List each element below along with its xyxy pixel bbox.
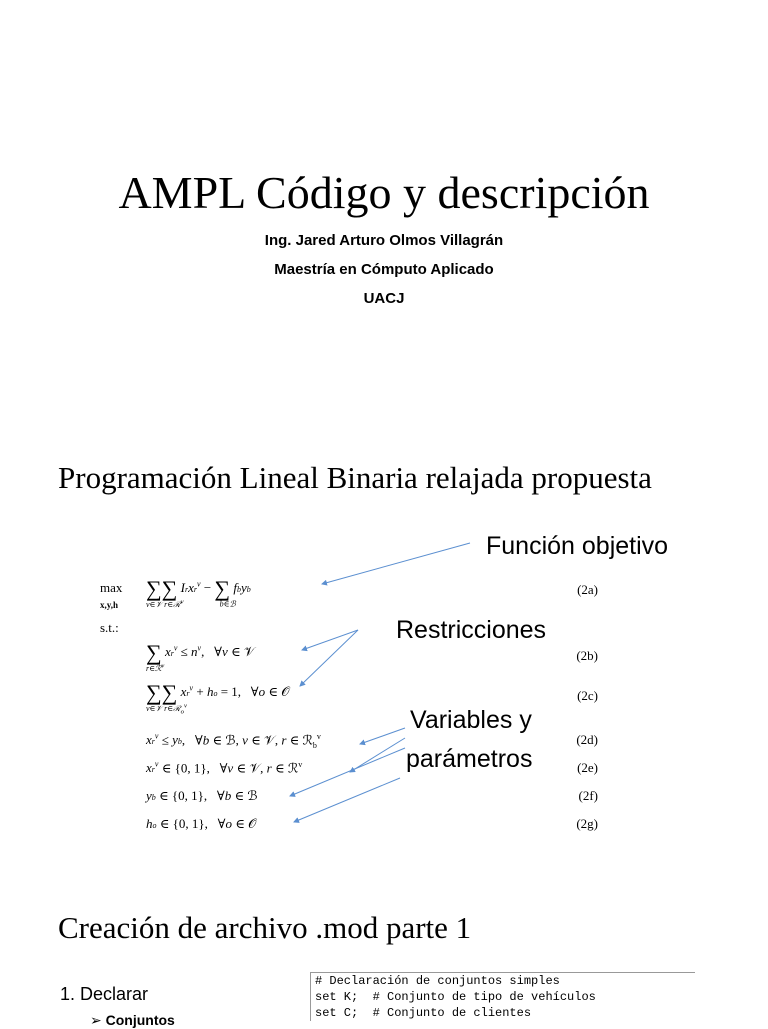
equation-2e: $xr^v$ ∈ {0, 1}, ∀v ∈ 𝒱, r ∈ ℛ$^v$ <box>146 760 303 776</box>
slide2-title: Programación Lineal Binaria relajada propuesta <box>58 460 652 495</box>
arrow-var-4 <box>294 778 400 822</box>
eq-number-2e: (2e) <box>577 760 598 775</box>
eq-number-2c: (2c) <box>577 688 598 703</box>
program-name: Maestría en Cómputo Aplicado <box>274 261 494 278</box>
arrow-constraint-2 <box>300 630 358 686</box>
callout-objective: Función objetivo <box>486 532 669 560</box>
arrow-constraint-1 <box>302 630 358 650</box>
arrow-var-2 <box>350 738 405 772</box>
callout-variables-line1: Variables y <box>410 706 532 734</box>
arrow-var-3 <box>290 748 405 796</box>
callout-variables-line2: parámetros <box>406 745 533 773</box>
slide3-title: Creación de archivo .mod parte 1 <box>58 910 472 945</box>
st-label: s.t.: <box>100 620 119 635</box>
callout-constraints: Restricciones <box>396 616 547 644</box>
list-subitem-conjuntos: ➢ Conjuntos <box>90 1012 175 1028</box>
equation-2b: ∑ $xr^v \le n^v$, ∀v ∈ 𝒱 r∈ℛ$^v$ <box>146 640 255 673</box>
equation-2g: ho ∈ {0, 1}, ∀o ∈ 𝒪 <box>146 816 257 831</box>
equation-2f: yb ∈ {0, 1}, ∀b ∈ ℬ <box>146 788 258 803</box>
eq-number-2a: (2a) <box>577 582 598 597</box>
code-snippet <box>310 972 695 1021</box>
arrow-objective <box>322 543 470 584</box>
max-label: max <box>100 580 123 595</box>
eq-number-2d: (2d) <box>576 732 598 747</box>
code-line: # Declaración de conjuntos simples <box>315 974 560 988</box>
institution-name: UACJ <box>363 290 405 307</box>
slide1-title: AMPL Código y descripción <box>118 167 650 218</box>
equation-2d: $xr^v$ ≤ yb, ∀b ∈ ℬ, v ∈ 𝒱, r ∈ ℛ$_b^v$ <box>146 732 321 750</box>
author-name: Ing. Jared Arturo Olmos Villagrán <box>264 232 504 249</box>
eq-number-2f: (2f) <box>578 788 598 803</box>
equation-2c: ∑∑ $xr^v$ + ho = 1, ∀o ∈ 𝒪 v∈𝒱 r∈ℛ$_o^v$ <box>146 680 290 716</box>
list-item-declarar: 1. Declarar <box>60 984 149 1004</box>
code-line: set K; # Conjunto de tipo de vehículos <box>315 990 596 1004</box>
equation-2a: ∑∑ Irxr$^v$ − ∑ fbyb v∈𝒱 r∈ℛ$^v$ b∈ℬ <box>146 576 251 609</box>
eq-number-2g: (2g) <box>576 816 598 831</box>
eq-number-2b: (2b) <box>576 648 598 663</box>
code-line: set C; # Conjunto de clientes <box>315 1006 532 1020</box>
equation-max-label: max x,y,h <box>100 580 123 610</box>
